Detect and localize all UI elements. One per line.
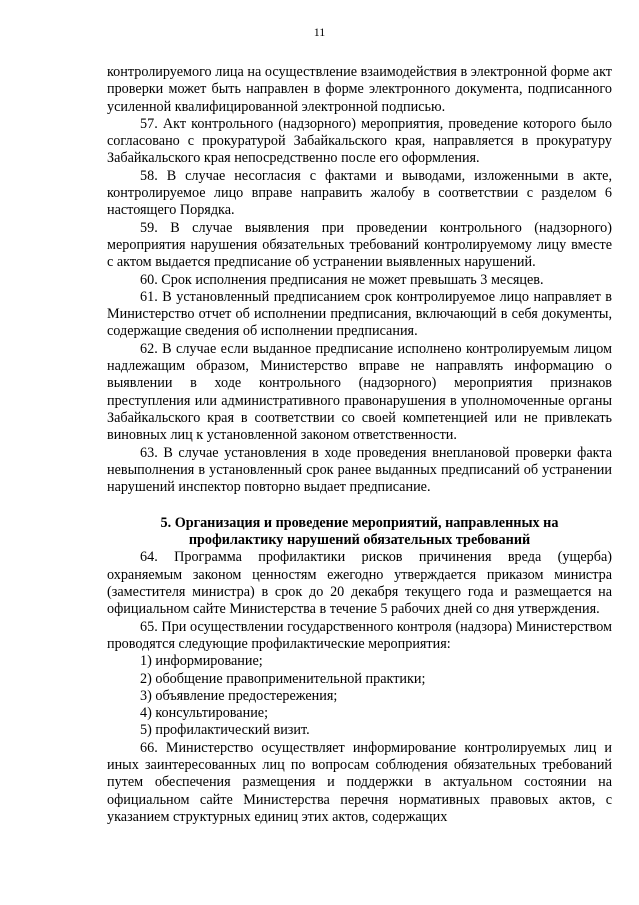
page-body — [107, 64, 612, 826]
paragraph-60: 60. Срок исполнения предписания не может превышать 3 месяцев. — [140, 271, 544, 288]
list-item: 5) профилактический визит. — [140, 722, 310, 739]
paragraph-56-continuation: контролируемого лица на осуществление взаимодействия в электронной форме акт проверки может быть направлен в форме электронного документа, подписанного усиленной квалифицированной электронной подписью. — [107, 64, 612, 115]
section-heading-line-2: профилактику нарушений обязательных требований — [188, 532, 531, 549]
paragraph-65: 65. При осуществлении государственного контроля (надзора) Министерством проводятся следующие профилактические мероприятия: — [107, 618, 612, 652]
list-item: 4) консультирование; — [140, 705, 269, 722]
section-heading — [107, 515, 612, 549]
list-item: 1) информирование; — [140, 653, 263, 670]
list-item: 2) обобщение правоприменительной практики; — [140, 670, 426, 687]
paragraph-62: 62. В случае если выданное предписание исполнено контролируемым лицом надлежащим образом, Министерство вправе не направлять информацию о выявлении в ходе контрольного (надзорного) мероприятия признаков преступления или административного правонарушения в уполномоченные органы Забайкальского края в соответствии со своей компетенцией или не привлекать виновных лиц к установленной законом ответственности. — [107, 340, 612, 444]
paragraph-66: 66. Министерство осуществляет информирование контролируемых лиц и иных заинтересованных лиц по вопросам соблюдения обязательных требований путем обеспечения размещения и поддержки в актуальном состоянии на официальном сайте Министерства перечня нормативных правовых актов, с указанием структурных единиц этих актов, содержащих — [107, 739, 612, 825]
list-item: 3) объявление предостережения; — [140, 687, 338, 704]
paragraph-59: 59. В случае выявления при проведении контрольного (надзорного) мероприятия нарушения обязательных требований контролируемому лицу вместе с актом выдается предписание об устранении выявленных нарушений. — [107, 219, 612, 271]
paragraph-57: 57. Акт контрольного (надзорного) мероприятия, проведение которого было согласовано с прокуратурой Забайкальского края, направляется в прокуратуру Забайкальского края непосредственно после его оформления. — [107, 115, 612, 167]
paragraph-61: 61. В установленный предписанием срок контролируемое лицо направляет в Министерство отчет об исполнении предписания, включающий в себя документы, содержащие сведения об исполнении предписания. — [107, 288, 612, 340]
paragraph-64: 64. Программа профилактики рисков причинения вреда (ущерба) охраняемым законом ценностям ежегодно утверждается приказом министра (заместителя министра) в срок до 20 декабря текущего года и размещается на официальном сайте Министерства в течение 5 рабочих дней со дня утверждения. — [107, 549, 612, 618]
prevention-measures-list — [107, 653, 612, 739]
page-number: 11 — [313, 25, 326, 39]
section-heading-line-1: 5. Организация и проведение мероприятий, направленных на — [160, 515, 559, 532]
paragraph-58: 58. В случае несогласия с фактами и выводами, изложенными в акте, контролируемое лицо вправе направить жалобу в соответствии с разделом 6 настоящего Порядка. — [107, 167, 612, 219]
paragraph-63: 63. В случае установления в ходе проведения внеплановой проверки факта невыполнения в установленный срок ранее выданных предписаний об устранении нарушений инспектор повторно выдает предписание. — [107, 444, 612, 496]
